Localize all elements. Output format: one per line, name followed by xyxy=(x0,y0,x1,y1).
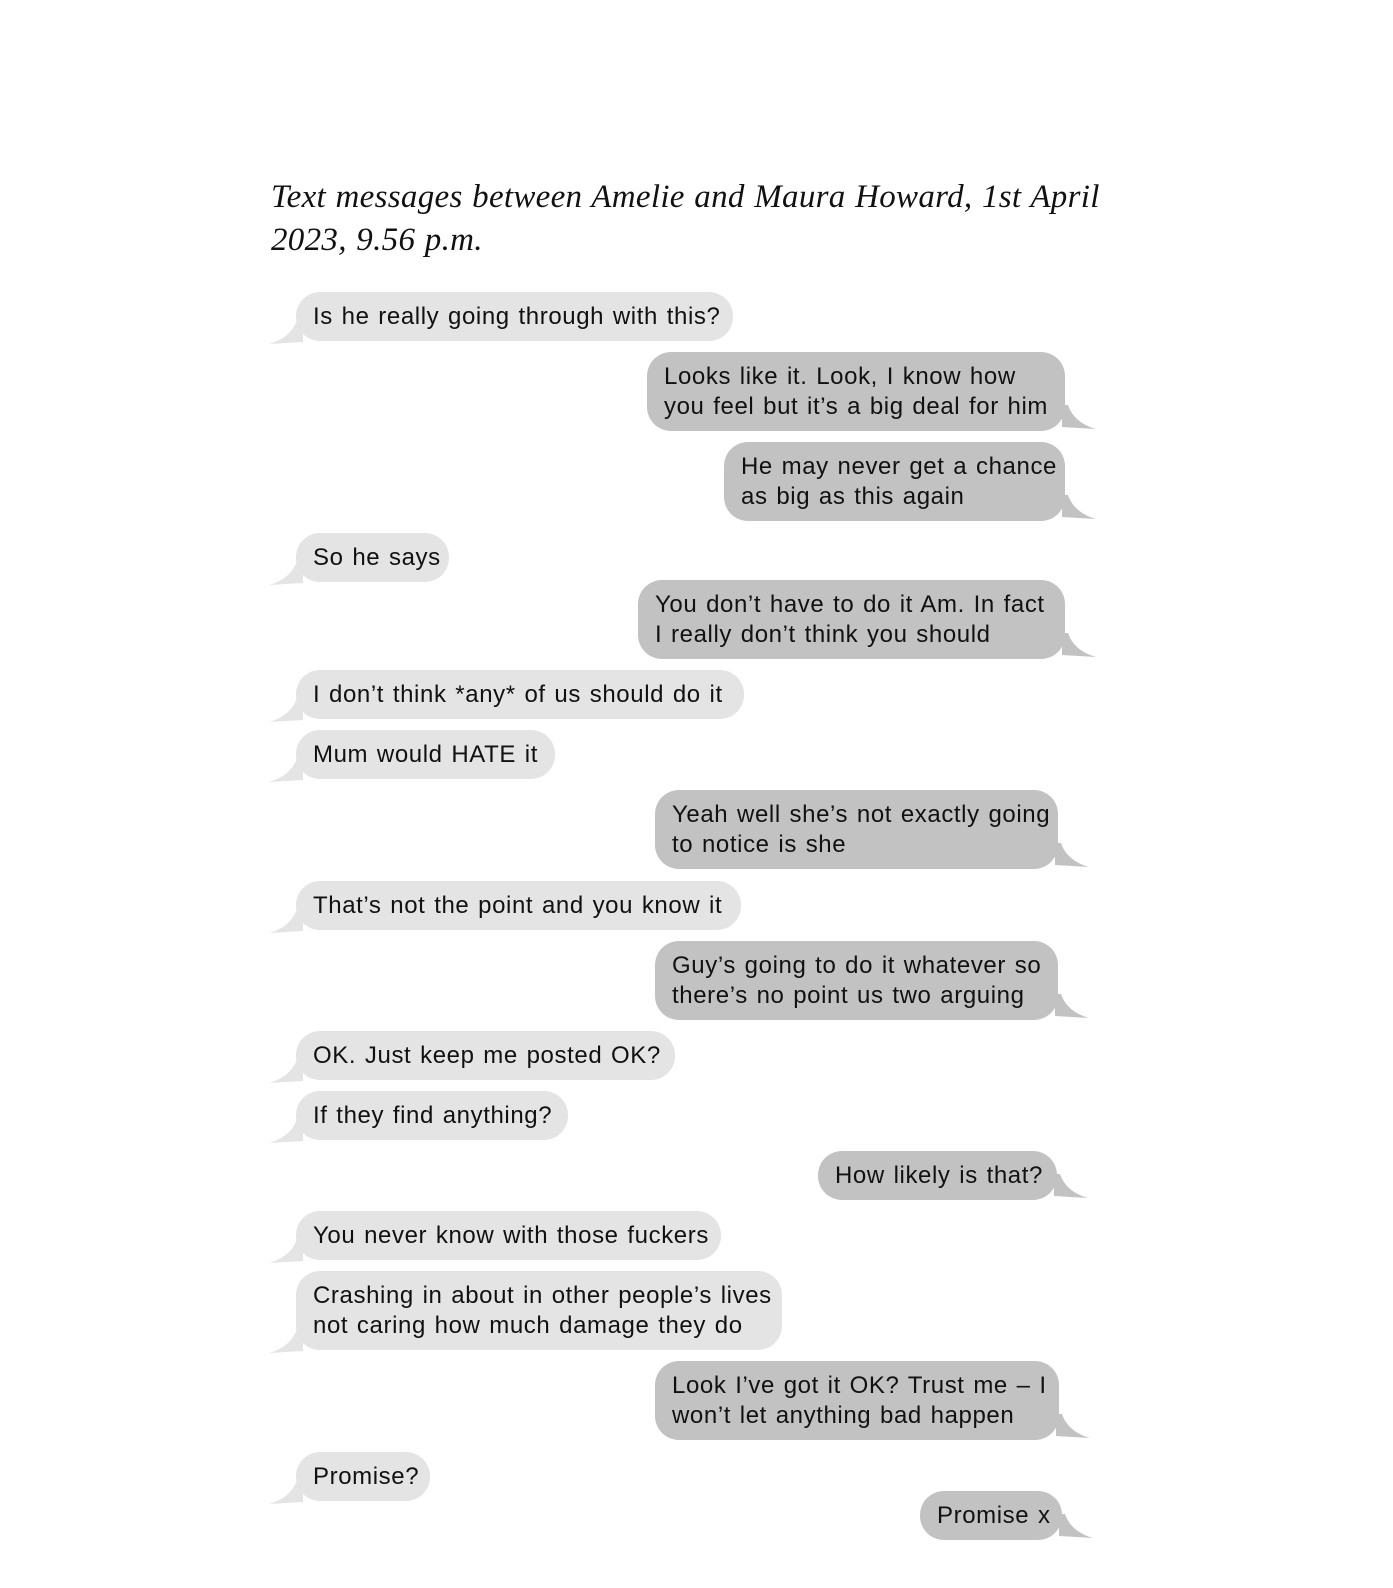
message-text: You never know with those fuckers xyxy=(313,1221,709,1249)
message-bubble-received xyxy=(296,1211,721,1260)
message-bubble-received xyxy=(296,670,744,719)
message-text: to notice is she xyxy=(672,830,847,858)
message-text: If they find anything? xyxy=(313,1101,553,1129)
message-text: not caring how much damage they do xyxy=(313,1311,743,1339)
bubble-tail-right-icon xyxy=(1055,994,1089,1020)
message-bubble-received xyxy=(296,292,733,341)
message-bubble-received xyxy=(296,1452,430,1501)
message-text: Is he really going through with this? xyxy=(313,302,721,330)
bubble-tail-right-icon xyxy=(1054,1174,1088,1200)
bubble-tail-right-icon xyxy=(1056,1414,1090,1440)
bubble-tail-right-icon xyxy=(1062,633,1096,659)
message-bubble-sent xyxy=(655,790,1058,869)
message-bubble-sent xyxy=(920,1491,1062,1540)
message-text: How likely is that? xyxy=(835,1161,1043,1189)
message-text: Mum would HATE it xyxy=(313,740,538,768)
message-text: Promise? xyxy=(313,1462,420,1490)
bubble-tail-right-icon xyxy=(1062,405,1096,431)
heading-line-2: 2023, 9.56 p.m. xyxy=(271,222,483,258)
message-text: you feel but it’s a big deal for him xyxy=(664,392,1049,420)
message-text: Yeah well she’s not exactly going xyxy=(672,800,1051,828)
message-text: won’t let anything bad happen xyxy=(672,1401,1015,1429)
message-bubble-sent xyxy=(647,352,1065,431)
message-bubble-received xyxy=(296,1091,568,1140)
message-text: So he says xyxy=(313,543,441,571)
message-bubble-sent xyxy=(724,442,1065,521)
bubble-tail-right-icon xyxy=(1059,1514,1093,1540)
message-bubble-received xyxy=(296,533,449,582)
message-bubble-sent xyxy=(638,580,1065,659)
message-text: That’s not the point and you know it xyxy=(313,891,723,919)
bubble-tail-right-icon xyxy=(1055,843,1089,869)
heading-line-1: Text messages between Amelie and Maura Howard, 1st April xyxy=(271,179,1100,215)
message-text: Promise x xyxy=(937,1501,1051,1529)
message-bubble-received xyxy=(296,881,741,930)
message-text: I really don’t think you should xyxy=(655,620,991,648)
message-text: Guy’s going to do it whatever so xyxy=(672,951,1042,979)
message-text: there’s no point us two arguing xyxy=(672,981,1025,1009)
message-text: as big as this again xyxy=(741,482,965,510)
message-text: Crashing in about in other people’s lives xyxy=(313,1281,772,1309)
message-bubble-sent xyxy=(818,1151,1057,1200)
message-text: Looks like it. Look, I know how xyxy=(664,362,1016,390)
message-text: I don’t think *any* of us should do it xyxy=(313,680,723,708)
message-bubble-sent xyxy=(655,1361,1059,1440)
message-text: Look I’ve got it OK? Trust me – I xyxy=(672,1371,1047,1399)
message-text: OK. Just keep me posted OK? xyxy=(313,1041,661,1069)
message-text: You don’t have to do it Am. In fact xyxy=(655,590,1045,618)
message-text: He may never get a chance xyxy=(741,452,1057,480)
message-bubble-sent xyxy=(655,941,1058,1020)
message-bubble-received xyxy=(296,730,555,779)
message-bubble-received xyxy=(296,1031,675,1080)
message-bubble-received xyxy=(296,1271,782,1350)
page-heading xyxy=(271,176,1101,262)
bubble-tail-right-icon xyxy=(1062,495,1096,521)
